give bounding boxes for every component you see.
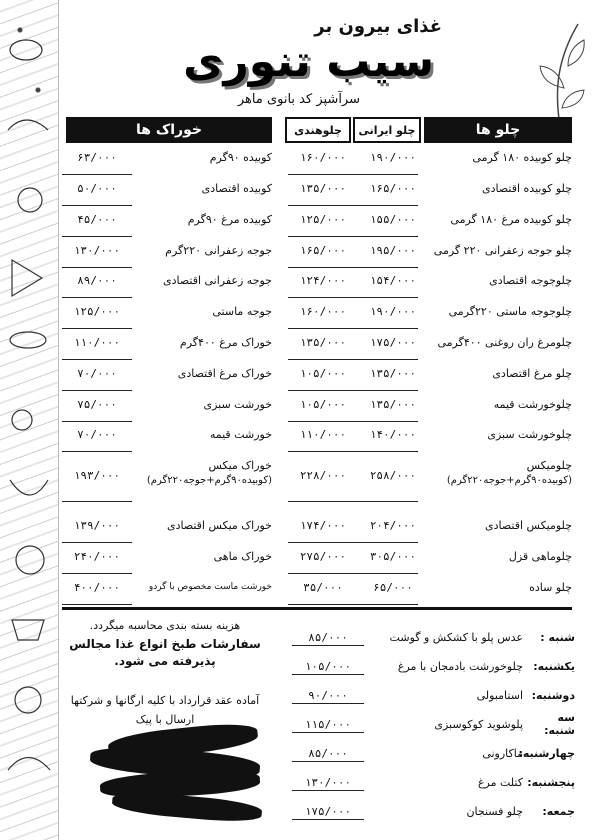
price-indian: ۱۷۴/۰۰۰ xyxy=(299,519,347,532)
rice-dish-name-text: چلو مرغ اقتصادی xyxy=(492,367,572,380)
rice-dish-name xyxy=(428,181,572,196)
leaf-decoration-icon xyxy=(534,18,586,128)
meal-name-text: جوجه ماستی xyxy=(212,305,272,318)
price-iranian: ۳۰۵/۰۰۰ xyxy=(369,550,417,563)
price-indian: ۱۳۵/۰۰۰ xyxy=(299,336,347,349)
meal-price: ۷۰/۰۰۰ xyxy=(77,428,117,441)
row-divider xyxy=(62,359,132,360)
row-divider xyxy=(62,236,132,237)
brand-title: سیب تنوری xyxy=(183,36,434,87)
note-catering-2: پذیرفته می شود. xyxy=(114,654,216,668)
rice-dish-name xyxy=(428,580,572,595)
rice-dish-row xyxy=(288,304,572,319)
row-divider xyxy=(288,328,418,329)
meal-name xyxy=(132,549,272,564)
row-divider xyxy=(62,421,132,422)
weekday-label: پنجشنبه: xyxy=(527,775,575,789)
meal-price: ۲۴۰/۰۰۰ xyxy=(73,550,121,563)
chef-subtitle: سرآشپز کد بانوی ماهر xyxy=(237,92,360,107)
rice-dish-row xyxy=(288,518,572,533)
rice-dish-row xyxy=(288,458,572,488)
meal-name xyxy=(132,580,272,595)
price-iranian: ۲۵۸/۰۰۰ xyxy=(369,469,417,482)
rice-dish-name xyxy=(428,335,572,350)
price-iranian: ۱۹۰/۰۰۰ xyxy=(369,305,417,318)
weekly-dish-name: عدس پلو با کشکش و گوشت xyxy=(389,630,523,644)
price-iranian: ۲۰۴/۰۰۰ xyxy=(369,519,417,532)
rice-dish-row xyxy=(288,580,572,595)
meal-name xyxy=(132,150,272,165)
row-divider xyxy=(292,819,364,820)
rice-dish-row xyxy=(288,243,572,258)
row-divider xyxy=(62,451,132,452)
meal-name xyxy=(132,427,272,442)
row-divider xyxy=(62,501,132,502)
price-indian: ۱۲۴/۰۰۰ xyxy=(299,274,347,287)
row-divider xyxy=(62,390,132,391)
weekly-dish-name: چلوخورشت بادمجان با مرغ xyxy=(397,659,523,673)
price-iranian: ۶۵/۰۰۰ xyxy=(373,581,413,594)
price-iranian: ۱۵۵/۰۰۰ xyxy=(369,213,417,226)
row-divider xyxy=(288,421,418,422)
rice-dish-name xyxy=(428,366,572,381)
meal-row xyxy=(62,243,272,258)
row-divider xyxy=(62,267,132,268)
meal-row xyxy=(62,212,272,227)
rice-dish-name-text: چلو کوبیده اقتصادی xyxy=(482,182,572,195)
rice-dish-name xyxy=(428,273,572,288)
price-indian: ۱۶۵/۰۰۰ xyxy=(299,244,347,257)
meal-name xyxy=(132,458,272,488)
rice-dish-name xyxy=(428,427,572,442)
row-divider xyxy=(288,174,418,175)
meal-price: ۴۵/۰۰۰ xyxy=(77,213,117,226)
price-indian: ۲۷۵/۰۰۰ xyxy=(299,550,347,563)
meal-name xyxy=(132,273,272,288)
meal-name-text: کوبیده ۹۰گرم xyxy=(209,151,272,164)
meal-row xyxy=(62,518,272,533)
rice-dish-name-text: چلو ساده xyxy=(529,581,572,594)
row-divider xyxy=(288,501,418,502)
price-indian: ۱۱۰/۰۰۰ xyxy=(299,428,347,441)
rice-dish-row xyxy=(288,397,572,412)
rice-dish-row xyxy=(288,212,572,227)
meal-name-text: خوراک ماهی xyxy=(213,550,272,563)
row-divider xyxy=(288,205,418,206)
rice-dish-name-text: چلوماهی قزل xyxy=(508,550,572,563)
meal-row xyxy=(62,304,272,319)
note-packaging: هزینه بسته بندی محاسبه میگردد. xyxy=(89,619,241,632)
rice-dish-name-text: چلوجوجه ماستی ۲۲۰گرمی xyxy=(448,305,572,318)
meal-price: ۷۵/۰۰۰ xyxy=(77,398,117,411)
price-iranian: ۱۶۵/۰۰۰ xyxy=(369,182,417,195)
rice-dish-row xyxy=(288,181,572,196)
row-divider xyxy=(288,267,418,268)
note-delivery: ارسال با پیک xyxy=(135,713,195,726)
meal-name-text: خوراک مرغ ۴۰۰گرم xyxy=(179,336,272,349)
row-divider xyxy=(288,604,418,605)
meal-subtitle: (کوبیده۹۰گرم+جوجه۲۲۰گرم) xyxy=(146,475,272,486)
col-header-indian: چلوهندی xyxy=(285,117,351,143)
price-indian: ۱۰۵/۰۰۰ xyxy=(299,367,347,380)
row-divider xyxy=(62,604,132,605)
row-divider xyxy=(62,328,132,329)
col-header-iranian: چلو ایرانی xyxy=(353,117,421,143)
meal-name-text: جوجه زعفرانی اقتصادی xyxy=(162,274,272,287)
meal-name xyxy=(132,212,272,227)
row-divider xyxy=(62,542,132,543)
price-iranian: ۱۹۵/۰۰۰ xyxy=(369,244,417,257)
price-iranian: ۱۹۰/۰۰۰ xyxy=(369,151,417,164)
meal-name xyxy=(132,181,272,196)
weekday-label: یکشنبه: xyxy=(533,659,575,673)
meal-name-text: جوجه زعفرانی ۲۲۰گرم xyxy=(165,244,272,257)
rice-dish-name xyxy=(428,549,572,564)
rice-dish-name xyxy=(428,304,572,319)
weekly-dish-name: کتلت مرغ xyxy=(477,775,523,789)
weekly-dish-price: ۱۷۵/۰۰۰ xyxy=(304,804,352,818)
row-divider xyxy=(292,790,364,791)
row-divider xyxy=(292,761,364,762)
rice-dish-name xyxy=(428,458,572,488)
meal-row xyxy=(62,427,272,442)
rice-dish-name-text: چلو کوبیده مرغ ۱۸۰ گرمی xyxy=(450,213,572,226)
meal-name-text: خوراک میکس xyxy=(208,459,272,472)
weekly-dish-price: ۱۱۵/۰۰۰ xyxy=(304,717,352,731)
row-divider xyxy=(288,297,418,298)
meal-name-text: خوراک میکس اقتصادی xyxy=(166,519,272,532)
rice-dish-row xyxy=(288,273,572,288)
note-contract: آماده عقد قرارداد با کلیه ارگانها و شرکتها xyxy=(70,694,260,707)
row-divider xyxy=(288,236,418,237)
price-indian: ۱۲۵/۰۰۰ xyxy=(299,213,347,226)
note-catering-1: سفارشات طبخ انواع غذا مجالس xyxy=(69,637,261,651)
meal-price: ۱۹۳/۰۰۰ xyxy=(73,469,121,482)
meal-price: ۷۰/۰۰۰ xyxy=(77,367,117,380)
meal-row xyxy=(62,273,272,288)
weekday-label: دوشنبه: xyxy=(531,688,575,702)
meal-price: ۶۳/۰۰۰ xyxy=(77,151,117,164)
weekly-dish-price: ۱۳۰/۰۰۰ xyxy=(304,775,352,789)
meal-name xyxy=(132,335,272,350)
rice-dish-name-text: چلومیکس xyxy=(526,459,572,472)
weekday-label: چهارشنبه: xyxy=(518,746,575,760)
rice-dish-row xyxy=(288,150,572,165)
meal-price: ۱۱۰/۰۰۰ xyxy=(73,336,121,349)
weekly-dish-price: ۸۵/۰۰۰ xyxy=(308,630,348,644)
meal-row xyxy=(62,458,272,488)
price-indian: ۱۳۵/۰۰۰ xyxy=(299,182,347,195)
header-top-line: غذای بیرون بر xyxy=(314,16,442,37)
price-iranian: ۱۴۰/۰۰۰ xyxy=(369,428,417,441)
row-divider xyxy=(62,174,132,175)
rice-dish-name-text: چلو جوجه زعفرانی ۲۲۰ گرمی xyxy=(433,244,572,257)
price-iranian: ۱۳۵/۰۰۰ xyxy=(369,398,417,411)
meal-name xyxy=(132,518,272,533)
row-divider xyxy=(288,359,418,360)
left-section-title: خوراک ها xyxy=(66,117,272,143)
meal-name xyxy=(132,397,272,412)
rice-dish-row xyxy=(288,366,572,381)
row-divider xyxy=(288,451,418,452)
meal-price: ۱۳۰/۰۰۰ xyxy=(73,244,121,257)
meal-row xyxy=(62,549,272,564)
food-pattern-border xyxy=(0,0,59,840)
row-divider xyxy=(292,732,364,733)
meal-name-text: کوبیده مرغ ۹۰گرم xyxy=(187,213,272,226)
row-divider xyxy=(62,205,132,206)
row-divider xyxy=(288,573,418,574)
row-divider xyxy=(62,297,132,298)
meal-row xyxy=(62,366,272,381)
meal-price: ۵۰/۰۰۰ xyxy=(77,182,117,195)
meal-price: ۱۲۵/۰۰۰ xyxy=(73,305,121,318)
meal-name-text: خورشت قیمه xyxy=(209,428,272,441)
section-divider xyxy=(62,607,572,610)
rice-dish-name xyxy=(428,243,572,258)
meal-row xyxy=(62,335,272,350)
weekly-dish-name: پلوشوید کوکوسبزی xyxy=(434,717,523,731)
rice-dish-row xyxy=(288,549,572,564)
rice-dish-name-text: چلوجوجه اقتصادی xyxy=(489,274,572,287)
rice-dish-subtitle: (کوبیده۹۰گرم+جوجه۲۲۰گرم) xyxy=(446,475,572,486)
price-indian: ۱۶۰/۰۰۰ xyxy=(299,305,347,318)
weekly-dish-name: استامبولی xyxy=(476,688,523,702)
price-iranian: ۱۵۴/۰۰۰ xyxy=(369,274,417,287)
meal-name-text: خورشت ماست مخصوص با گردو xyxy=(148,582,272,592)
row-divider xyxy=(292,703,364,704)
rice-dish-name xyxy=(428,212,572,227)
rice-dish-name xyxy=(428,518,572,533)
row-divider xyxy=(292,674,364,675)
price-indian: ۲۲۸/۰۰۰ xyxy=(299,469,347,482)
meal-row xyxy=(62,580,272,595)
meal-name xyxy=(132,366,272,381)
rice-dish-name xyxy=(428,397,572,412)
price-indian: ۳۵/۰۰۰ xyxy=(303,581,343,594)
meal-name-text: خورشت سبزی xyxy=(203,398,272,411)
meal-name xyxy=(132,304,272,319)
rice-dish-row xyxy=(288,427,572,442)
price-iranian: ۱۳۵/۰۰۰ xyxy=(369,367,417,380)
rice-dish-name-text: چلو کوبیده ۱۸۰ گرمی xyxy=(472,151,572,164)
menu-header xyxy=(110,14,470,110)
price-indian: ۱۶۰/۰۰۰ xyxy=(299,151,347,164)
rice-dish-name-text: چلوخورشت سبزی xyxy=(487,428,572,441)
rice-dish-name-text: چلومرغ ران روغنی ۴۰۰گرمی xyxy=(437,336,572,349)
food-doodle-icon xyxy=(0,0,58,840)
weekday-label: شنبه : xyxy=(540,630,575,644)
price-indian: ۱۰۵/۰۰۰ xyxy=(299,398,347,411)
weekly-dish-name: چلو فسنجان xyxy=(466,804,523,818)
meal-name-text: کوبیده اقتصادی xyxy=(201,182,272,195)
weekly-dish-price: ۸۵/۰۰۰ xyxy=(308,746,348,760)
weekday-label: سه شنبه: xyxy=(544,711,575,737)
row-divider xyxy=(62,573,132,574)
weekly-dish-name: ماکارونی xyxy=(482,746,523,760)
rice-dish-name-text: چلومیکس اقتصادی xyxy=(485,519,572,532)
meal-price: ۴۰۰/۰۰۰ xyxy=(73,581,121,594)
meal-price: ۱۳۹/۰۰۰ xyxy=(73,519,121,532)
meal-price: ۸۹/۰۰۰ xyxy=(77,274,117,287)
rice-dish-row xyxy=(288,335,572,350)
row-divider xyxy=(288,542,418,543)
rice-dish-name-text: چلوخورشت قیمه xyxy=(493,398,572,411)
row-divider xyxy=(292,645,364,646)
weekly-dish-price: ۱۰۵/۰۰۰ xyxy=(304,659,352,673)
row-divider xyxy=(288,390,418,391)
meal-name-text: خوراک مرغ اقتصادی xyxy=(177,367,272,380)
rice-dish-name xyxy=(428,150,572,165)
meal-name xyxy=(132,243,272,258)
meal-row xyxy=(62,150,272,165)
weekly-dish-price: ۹۰/۰۰۰ xyxy=(308,688,348,702)
right-section-title: چلو ها xyxy=(424,117,572,143)
meal-row xyxy=(62,181,272,196)
meal-row xyxy=(62,397,272,412)
price-iranian: ۱۷۵/۰۰۰ xyxy=(369,336,417,349)
weekday-label: جمعه: xyxy=(542,804,575,818)
